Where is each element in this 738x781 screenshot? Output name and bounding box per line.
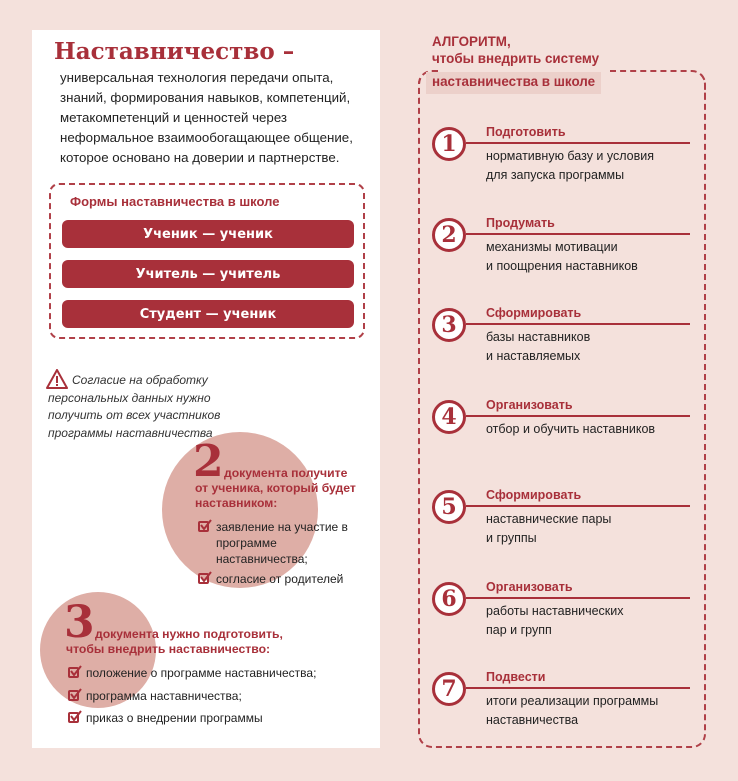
- step-heading-4: Организовать: [486, 398, 573, 412]
- step-number-5: 5: [432, 490, 466, 524]
- step-divider: [466, 505, 690, 507]
- definition-title: Наставничество –: [54, 38, 295, 65]
- docs-student-heading-1: документа получите: [224, 466, 348, 480]
- step-heading-6: Организовать: [486, 580, 573, 594]
- docs-prepare-heading-2: чтобы внедрить наставничество:: [66, 642, 271, 656]
- docs-prepare-item-3: приказ о внедрении программы: [86, 711, 263, 725]
- step-heading-1: Подготовить: [486, 125, 566, 139]
- step-divider: [466, 597, 690, 599]
- docs-student-number: 2: [193, 436, 224, 487]
- check-icon: [198, 573, 209, 584]
- step-number-1: 1: [432, 127, 466, 161]
- step-divider: [466, 233, 690, 235]
- step-heading-2: Продумать: [486, 216, 555, 230]
- docs-prepare-item-1: положение о программе наставничества;: [86, 666, 317, 680]
- step-text-4: отбор и обучить наставников: [486, 422, 656, 436]
- step-heading-7: Подвести: [486, 670, 546, 684]
- step-divider: [466, 142, 690, 144]
- docs-prepare-item-2: программа наставничества;: [86, 689, 242, 703]
- step-text-6: работы наставнических пар и групп: [486, 604, 624, 637]
- check-icon: [68, 712, 79, 723]
- form-teacher-teacher: Учитель — учитель: [62, 260, 354, 288]
- algorithm-title: АЛГОРИТМ,: [432, 34, 511, 49]
- step-text-3: базы наставников и наставляемых: [486, 330, 591, 363]
- algorithm-subtitle-line1: чтобы внедрить систему: [432, 51, 600, 66]
- step-number-3: 3: [432, 308, 466, 342]
- step-number-7: 7: [432, 672, 466, 706]
- step-divider: [466, 687, 690, 689]
- step-number-2: 2: [432, 218, 466, 252]
- step-text-7: итоги реализации программы наставничества: [486, 694, 659, 727]
- step-text-1: нормативную базу и условия для запуска программы: [486, 149, 655, 182]
- step-divider: [466, 323, 690, 325]
- algorithm-subtitle-line2: наставничества в школе: [426, 72, 601, 94]
- step-heading-3: Сформировать: [486, 306, 582, 320]
- docs-prepare-number: 3: [64, 597, 95, 648]
- warning-text: Согласие на обработку персональных данных нужно получить от всех участников программы наставничества: [48, 373, 221, 440]
- docs-student-heading-3: наставником:: [195, 496, 278, 510]
- docs-prepare-heading-1: документа нужно подготовить,: [95, 627, 283, 641]
- docs-student-item-1: заявление на участие в программе наставничества;: [216, 520, 348, 566]
- form-college-student: Студент — ученик: [62, 300, 354, 328]
- step-divider: [466, 415, 690, 417]
- check-icon: [68, 667, 79, 678]
- definition-text: универсальная технология передачи опыта, знаний, формирования навыков, компетенций, метакомпетенций и ценностей через неформальное взаимообогащающее общение, которое основано на доверии и партнерстве.: [60, 70, 353, 165]
- form-student-student: Ученик — ученик: [62, 220, 354, 248]
- forms-title: Формы наставничества в школе: [70, 194, 280, 209]
- docs-student-heading-2: от ученика, который будет: [195, 481, 356, 495]
- step-text-5: наставнические пары и группы: [486, 512, 612, 545]
- algorithm-box-corner: [610, 70, 706, 100]
- step-heading-5: Сформировать: [486, 488, 582, 502]
- docs-student-item-2: согласие от родителей: [216, 572, 344, 586]
- step-number-4: 4: [432, 400, 466, 434]
- step-number-6: 6: [432, 582, 466, 616]
- step-text-2: механизмы мотивации и поощрения наставников: [486, 240, 638, 273]
- check-icon: [198, 521, 209, 532]
- check-icon: [68, 690, 79, 701]
